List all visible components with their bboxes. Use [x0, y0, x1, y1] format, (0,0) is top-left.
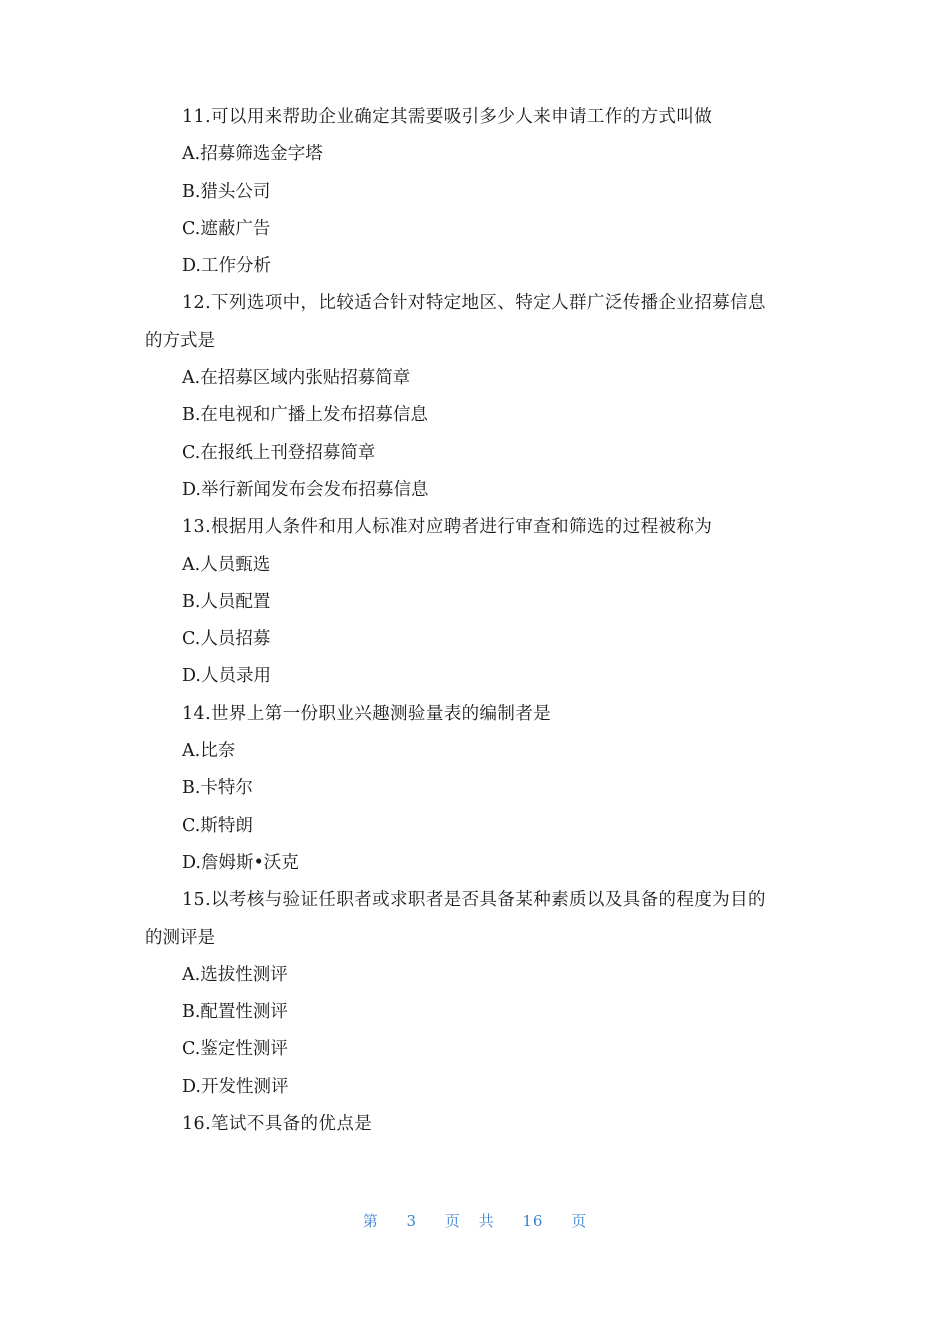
question-15-text-continued: 的测评是 — [145, 927, 215, 948]
question-15-option-d: D.开发性测评 — [182, 1076, 289, 1097]
question-14-option-b: B.卡特尔 — [182, 778, 253, 799]
question-14-text: 14.世界上第一份职业兴趣测验量表的编制者是 — [182, 703, 552, 724]
question-13-option-d: D.人员录用 — [182, 666, 271, 687]
footer-total-pages: 16 — [522, 1212, 544, 1230]
footer-middle: 页 共 — [444, 1212, 495, 1230]
question-15-option-a: A.选拔性测评 — [182, 964, 288, 985]
question-16-text: 16.笔试不具备的优点是 — [182, 1114, 373, 1135]
question-11-option-c: C.遮蔽广告 — [182, 218, 271, 239]
question-12-text: 12.下列选项中，比较适合针对特定地区、特定人群广泛传播企业招募信息 — [182, 293, 766, 314]
question-13-option-b: B.人员配置 — [182, 591, 271, 612]
footer-suffix: 页 — [571, 1212, 588, 1230]
footer-current-page: 3 — [406, 1212, 418, 1230]
question-11-option-a: A.招募筛选金字塔 — [182, 144, 323, 165]
footer-prefix: 第 — [362, 1212, 379, 1230]
question-15-option-c: C.鉴定性测评 — [182, 1039, 288, 1060]
question-12-option-d: D.举行新闻发布会发布招募信息 — [182, 479, 429, 500]
question-11-option-b: B.猎头公司 — [182, 181, 271, 202]
question-12-option-b: B.在电视和广播上发布招募信息 — [182, 405, 428, 426]
question-15-option-b: B.配置性测评 — [182, 1002, 288, 1023]
question-12-text-continued: 的方式是 — [145, 330, 215, 351]
question-13-text: 13.根据用人条件和用人标准对应聘者进行审查和筛选的过程被称为 — [182, 517, 713, 538]
question-14-option-d: D.詹姆斯•沃克 — [182, 852, 299, 873]
question-15-text: 15.以考核与验证任职者或求职者是否具备某种素质以及具备的程度为目的 — [182, 890, 766, 911]
question-list — [145, 99, 807, 1143]
question-13-option-a: A.人员甄选 — [182, 554, 271, 575]
question-11-option-d: D.工作分析 — [182, 256, 271, 277]
question-14-option-c: C.斯特朗 — [182, 815, 253, 836]
question-12-option-a: A.在招募区域内张贴招募简章 — [182, 368, 411, 389]
question-12-option-c: C.在报纸上刊登招募简章 — [182, 442, 376, 463]
page-footer — [0, 1210, 950, 1231]
question-13-option-c: C.人员招募 — [182, 629, 271, 650]
question-11-text: 11.可以用来帮助企业确定其需要吸引多少人来申请工作的方式叫做 — [182, 107, 713, 127]
question-14-option-a: A.比奈 — [182, 741, 236, 762]
